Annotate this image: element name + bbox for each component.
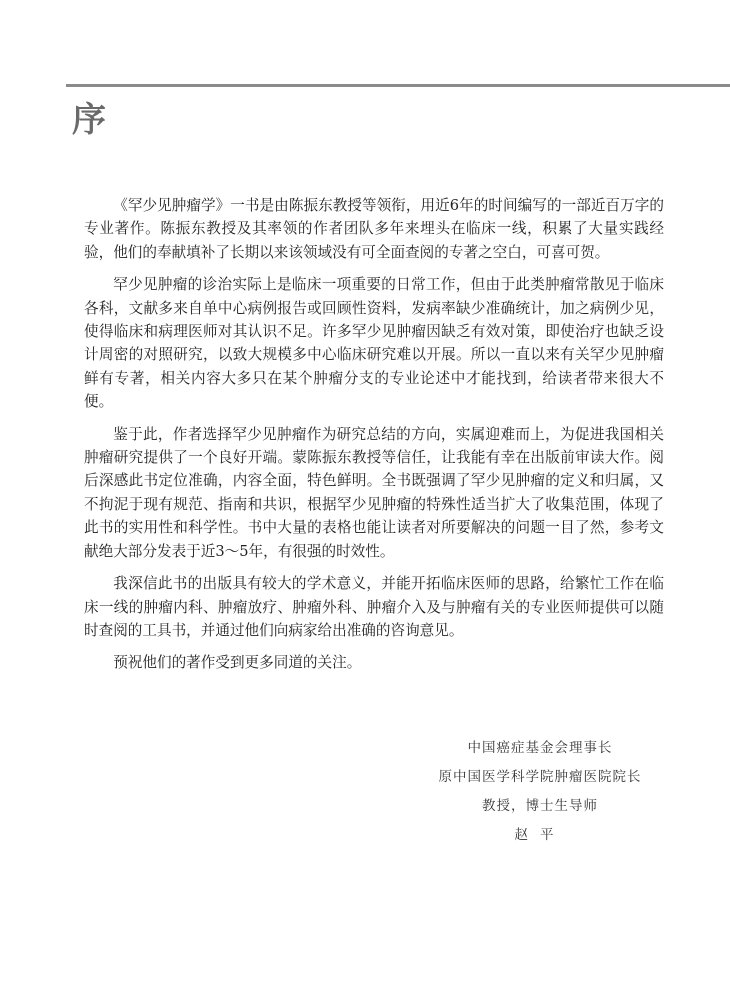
signature-title-3: 教授，博士生导师 bbox=[482, 798, 598, 814]
page-title: 序 bbox=[72, 100, 106, 140]
paragraph-5: 预祝他们的著作受到更多同道的关注。 bbox=[113, 654, 362, 672]
signature-title-1: 中国癌症基金会理事长 bbox=[467, 740, 613, 756]
signature-name: 赵平 bbox=[514, 827, 566, 843]
signature-block bbox=[420, 734, 660, 850]
paragraph-2: 罕少见肿瘤的诊治实际上是临床一项重要的日常工作，但由于此类肿瘤常散见于临床各科，文献多来自单中心病例报告或回顾性资料，发病率缺少准确统计，加之病例少见，使得临床和病理医师对其认识不足。许多罕少见肿瘤因缺乏有效对策，即使治疗也缺乏设计周密的对照研究，以致大规模多中心临床研究难以开展。所以一直以来有关罕少见肿瘤鲜有专著，相关内容大多只在某个肿瘤分支的专业论述中才能找到，给读者带来很大不便。 bbox=[84, 276, 664, 411]
preface-body bbox=[84, 194, 664, 684]
top-rule bbox=[66, 84, 730, 87]
signature-title-2: 原中国医学科学院肿瘤医院院长 bbox=[438, 769, 642, 785]
paragraph-4: 我深信此书的出版具有较大的学术意义，并能开拓临床医师的思路，给繁忙工作在临床一线的肿瘤内科、肿瘤放疗、肿瘤外科、肿瘤介入及与肿瘤有关的专业医师提供可以随时查阅的工具书，并通过他们向病家给出准确的咨询意见。 bbox=[84, 575, 664, 639]
paragraph-1: 《罕少见肿瘤学》一书是由陈振东教授等领衔，用近6年的时间编写的一部近百万字的专业著作。陈振东教授及其率领的作者团队多年来埋头在临床一线，积累了大量实践经验，他们的奉献填补了长期以来该领域没有可全面查阅的专著之空白，可喜可贺。 bbox=[84, 197, 664, 261]
paragraph-3: 鉴于此，作者选择罕少见肿瘤作为研究总结的方向，实属迎难而上，为促进我国相关肿瘤研究提供了一个良好开端。蒙陈振东教授等信任，让我能有幸在出版前审读大作。阅后深感此书定位准确，内容全面，特色鲜明。全书既强调了罕少见肿瘤的定义和归属，又不拘泥于现有规范、指南和共识，根据罕少见肿瘤的特殊性适当扩大了收集范围，体现了此书的实用性和科学性。书中大量的表格也能让读者对所要解决的问题一目了然，参考文献绝大部分发表于近3～5年，有很强的时效性。 bbox=[84, 425, 664, 560]
